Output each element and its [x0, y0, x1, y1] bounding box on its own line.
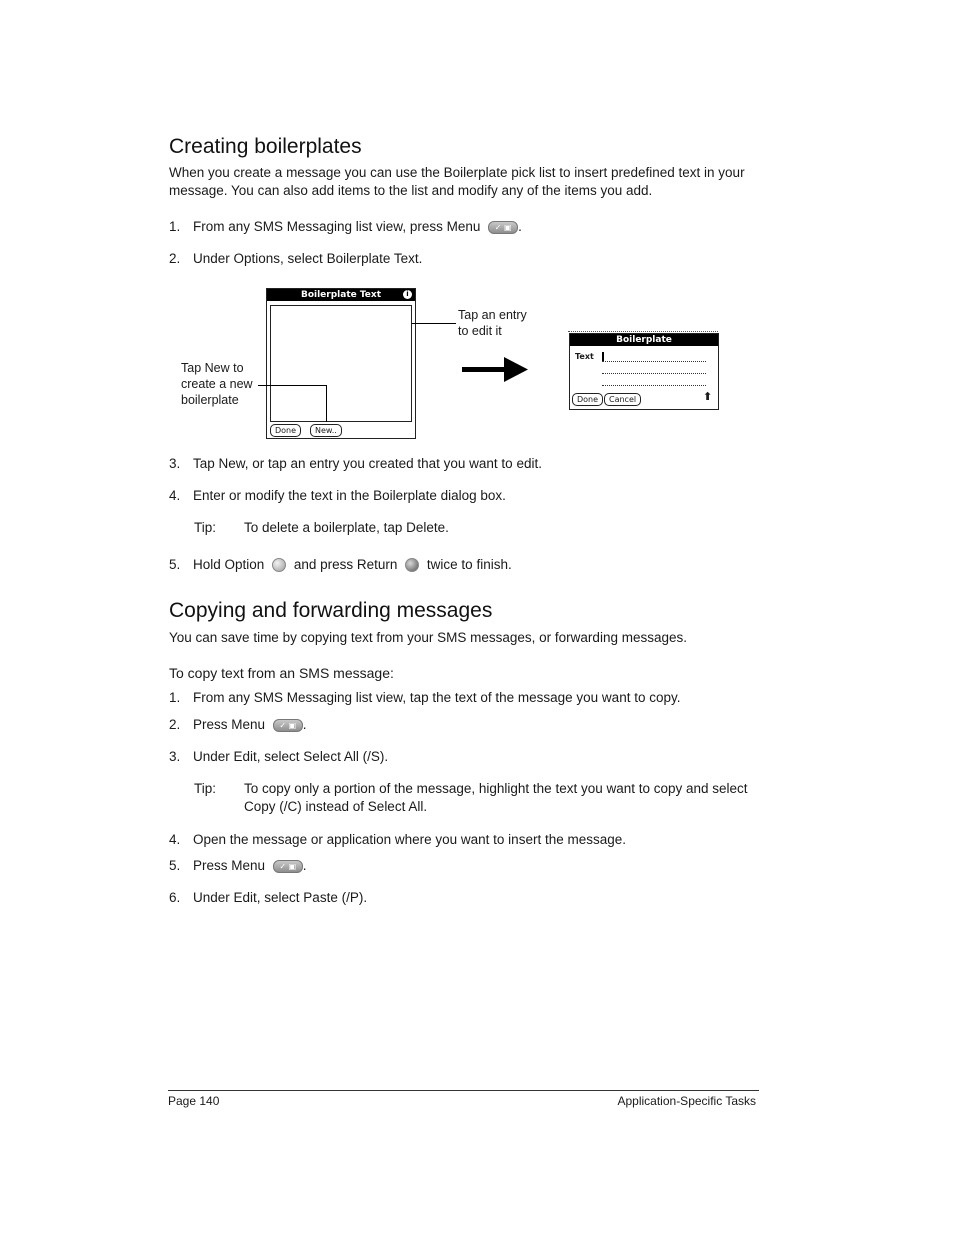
footer-rule [168, 1090, 759, 1091]
step-number: 3. [169, 456, 181, 471]
menu-button-icon: ✓ ▣ [273, 719, 303, 732]
menu-button-icon: ✓ ▣ [273, 860, 303, 873]
step-text-end: . [302, 717, 307, 732]
step-text: and press Return [293, 557, 398, 572]
return-button-icon [405, 558, 419, 572]
copy-step-1 [169, 689, 759, 707]
step-text: From any SMS Messaging list view, press Menu [193, 219, 481, 234]
step-2 [169, 250, 759, 268]
up-arrow-icon[interactable]: ⬆ [703, 391, 713, 403]
boilerplate-figure [170, 285, 730, 445]
cancel-button[interactable]: Cancel [604, 393, 641, 406]
edit-screen-titlebar: Boilerplate [570, 334, 718, 346]
tip-text: To delete a boilerplate, tap Delete. [244, 520, 449, 535]
step-5 [169, 556, 759, 574]
text-field[interactable] [602, 351, 706, 389]
step-number: 2. [169, 251, 181, 266]
step-number: 1. [169, 690, 181, 705]
done-button[interactable]: Done [270, 424, 301, 437]
section-intro: When you create a message you can use the Boilerplate pick list to insert predefined text in your message. You can also add items to the list and modify any of the items you add. [169, 165, 745, 198]
step-number: 5. [169, 858, 181, 873]
step-number: 4. [169, 832, 181, 847]
footer-chapter: Application-Specific Tasks [617, 1094, 756, 1108]
step-text: Tap New, or tap an entry you created that you want to edit. [193, 456, 542, 471]
step-3 [169, 455, 759, 473]
callout-new-line [258, 385, 327, 422]
step-number: 4. [169, 488, 181, 503]
step-text: Under Options, select Boilerplate Text. [193, 251, 423, 266]
callout-entry-line [412, 323, 456, 324]
done-button[interactable]: Done [572, 393, 603, 406]
callout-line: create a new [181, 377, 253, 391]
footer-page-number: Page 140 [168, 1094, 220, 1108]
tip-label: Tip: [194, 520, 217, 535]
step-4 [169, 487, 759, 505]
callout-line: Tap an entry [458, 308, 527, 322]
step-1 [169, 218, 759, 236]
step-number: 3. [169, 749, 181, 764]
step-text: From any SMS Messaging list view, tap the text of the message you want to copy. [193, 690, 681, 705]
callout-tap-new [181, 360, 253, 408]
step-text: twice to finish. [426, 557, 512, 572]
info-icon: i [403, 290, 412, 299]
option-button-icon [272, 558, 286, 572]
text-field-label: Text [575, 352, 594, 361]
copy-step-6 [169, 889, 759, 907]
step-text-end: . [302, 858, 307, 873]
right-arrow-icon [462, 357, 528, 383]
step-text: Open the message or application where you want to insert the message. [193, 832, 626, 847]
step-text: Under Edit, select Paste (/P). [193, 890, 368, 905]
callout-tap-entry [458, 307, 527, 339]
section-intro: You can save time by copying text from your SMS messages, or forwarding messages. [169, 630, 687, 645]
callout-line: boilerplate [181, 393, 239, 407]
step-text: Press Menu [193, 858, 266, 873]
menu-button-icon: ✓ ▣ [488, 221, 518, 234]
tip-label: Tip: [194, 781, 217, 796]
callout-line: to edit it [458, 324, 502, 338]
copy-step-3 [169, 748, 759, 766]
procedure-heading: To copy text from an SMS message: [169, 665, 394, 681]
section-heading-creating-boilerplates: Creating boilerplates [169, 135, 362, 158]
tip-text: To copy only a portion of the message, highlight the text you want to copy and select Copy (/C) instead of Select All. [244, 781, 748, 814]
tip-delete [194, 519, 764, 537]
step-text: Enter or modify the text in the Boilerplate dialog box. [193, 488, 506, 503]
copy-step-2 [169, 716, 759, 734]
step-text: Hold Option [193, 557, 265, 572]
step-number: 5. [169, 557, 181, 572]
step-text: Press Menu [193, 717, 266, 732]
step-number: 1. [169, 219, 181, 234]
section-heading-copying-forwarding: Copying and forwarding messages [169, 599, 493, 622]
step-number: 6. [169, 890, 181, 905]
step-text: Under Edit, select Select All (/S). [193, 749, 389, 764]
boilerplate-edit-screen [569, 333, 719, 410]
new-button[interactable]: New.. [310, 424, 342, 437]
list-screen-title: Boilerplate Text [300, 290, 382, 300]
list-screen-titlebar [267, 289, 415, 301]
tip-copy-portion [194, 780, 764, 816]
copy-step-5 [169, 857, 759, 875]
callout-line: Tap New to [181, 361, 244, 375]
step-number: 2. [169, 717, 181, 732]
copy-step-4 [169, 831, 759, 849]
step-text-end: . [518, 219, 522, 234]
